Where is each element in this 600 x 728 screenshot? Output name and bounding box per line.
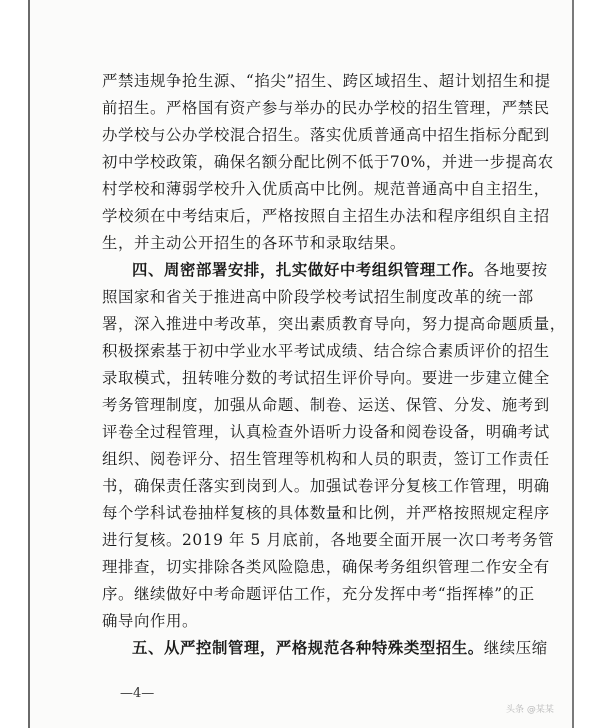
text-line: 每个学科试卷抽样复核的具体数量和比例，并严格按照规定程序 bbox=[102, 504, 550, 522]
text-line: 书，确保责任落实到岗到人。加强试卷评分复核工作管理，明确 bbox=[102, 477, 550, 495]
text-line: 办学校与公办学校混合招生。落实优质普通高中招生指标分配到 bbox=[102, 126, 550, 144]
text-line: 前招生。严格国有资产参与举办的民办学校的招生管理，严禁民 bbox=[102, 99, 550, 117]
text-line: 署，深入推进中考改革，突出素质教育导向，努力提高命题质量， bbox=[102, 315, 566, 333]
outer-margin-right bbox=[574, 0, 600, 728]
text-line: 初中学校政策，确保名额分配比例不低于70%，并进一步提高农 bbox=[102, 153, 554, 171]
text-line: 村学校和薄弱学校升入优质高中比例。规范普通高中自主招生， bbox=[102, 180, 550, 198]
text-line: 生，并主动公开招生的各环节和录取结果。 bbox=[102, 234, 406, 252]
section-four-heading: 四、周密部署安排，扎实做好中考组织管理工作。 bbox=[132, 261, 484, 279]
section-five-first-line bbox=[102, 635, 548, 662]
section-five-lead: 继续压缩 bbox=[483, 639, 548, 657]
page-border-left bbox=[28, 0, 30, 728]
page-number: —4— bbox=[120, 686, 155, 701]
text-line: 积极探索基于初中学业水平考试成绩、结合综合素质评价的招生 bbox=[102, 342, 550, 360]
section-four-first-line bbox=[102, 257, 548, 284]
body-text bbox=[102, 68, 566, 662]
section-four-lead: 各地要按 bbox=[483, 261, 548, 279]
text-line: 进行复核。2019 年 5 月底前，各地要全面开展一次口考考务管 bbox=[102, 531, 555, 549]
watermark: 头条 @某某 bbox=[506, 705, 554, 715]
text-line: 学校须在中考结束后，严格按照自主招生办法和程序组织自主招 bbox=[102, 207, 550, 225]
text-line: 考务管理制度，加强从命题、制卷、运送、保管、分发、施考到 bbox=[102, 396, 550, 414]
section-five bbox=[102, 635, 548, 662]
section-four bbox=[102, 257, 566, 635]
section-five-heading: 五、从严控制管理，严格规范各种特殊类型招生。 bbox=[132, 639, 484, 657]
text-line: 严禁违规争抢生源、“掐尖”招生、跨区域招生、超计划招生和提 bbox=[102, 72, 551, 90]
text-line: 序。继续做好中考命题评估工作，充分发挥中考“指挥棒”的正 bbox=[102, 585, 535, 603]
text-line: 组织、阅卷评分、招生管理等机构和人员的职责，签订工作责任 bbox=[102, 450, 550, 468]
paragraph-continuation bbox=[102, 68, 554, 257]
text-line: 确导向作用。 bbox=[102, 612, 198, 630]
text-line: 照国家和省关于推进高中阶段学校考试招生制度改革的统一部 bbox=[102, 288, 534, 306]
text-line: 录取模式，扭转唯分数的考试招生评价导向。要进一步建立健全 bbox=[102, 369, 550, 387]
outer-margin-left bbox=[0, 0, 28, 728]
text-line: 理排查，切实排除各类风险隐患，确保考务组织管理二作安全有 bbox=[102, 558, 550, 576]
text-line: 评卷全过程管理，认真检查外语听力设备和阅卷设备，明确考试 bbox=[102, 423, 550, 441]
